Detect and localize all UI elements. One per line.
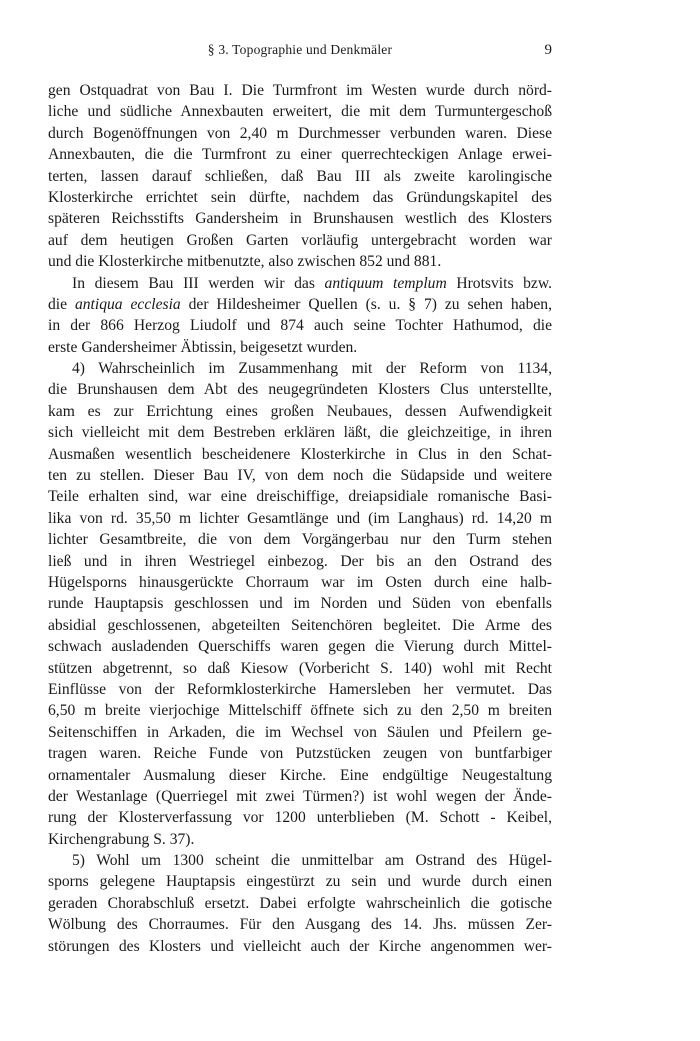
text-line: terten, lassen darauf schließen, daß Bau III als zweite karolingische	[48, 167, 552, 185]
text-line: Hügelsporns hinausgerückte Chorraum war im Osten durch eine halb-	[48, 573, 552, 591]
text-line: kam es zur Errichtung eines großen Neubaues, dessen Aufwendigkeit	[48, 402, 552, 420]
text-line: Wölbung des Chorraumes. Für den Ausgang des 14. Jhs. müssen Zer-	[48, 916, 552, 934]
italic-term: antiqua ecclesia	[74, 295, 181, 313]
text-line: sporns gelegene Hauptapsis eingestürzt zu sein und wurde durch einen	[48, 873, 552, 891]
text-line: lichter Gesamtbreite, die von dem Vorgängerbau nur den Turm stehen	[48, 531, 552, 549]
text-line: späteren Reichsstifts Gandersheim in Brunshausen westlich des Klosters	[48, 210, 552, 228]
text-line: 6,50 m breite vierjochige Mittelschiff öffnete sich zu den 2,50 m breiten	[48, 702, 552, 720]
text-line: in der 866 Herzog Liudolf und 874 auch seine Tochter Hathumod, die	[48, 317, 552, 335]
text-line: erste Gandersheimer Äbtissin, beigesetzt wurden.	[48, 338, 358, 356]
text-line: liche und südliche Annexbauten erweitert, die mit dem Turmuntergeschoß	[48, 103, 552, 121]
text-line: Annexbauten, die die Turmfront zu einer querrechteckigen Anlage erwei-	[48, 146, 552, 164]
text-line: Ausmaßen wesentlich bescheidenere Klosterkirche in Clus in den Schat-	[48, 445, 552, 463]
text-line: durch Bogenöffnungen von 2,40 m Durchmesser verbunden waren. Diese	[48, 124, 552, 142]
text-line: ließ und in ihren Westriegel einbezog. Der bis an den Ostrand des	[48, 552, 552, 570]
text-line: Kirchengrabung S. 37).	[48, 830, 195, 848]
text-line: Klosterkirche errichtet sein dürfte, nachdem das Gründungskapitel des	[48, 188, 552, 206]
text-line: Einflüsse von der Reformklosterkirche Hamersleben her vermutet. Das	[48, 680, 552, 698]
text-line: absidial geschlossenen, abgeteilten Seitenchören begleitet. Die Arme des	[48, 616, 552, 634]
text-segment: der Hildesheimer Quellen (s. u. § 7) zu sehen haben,	[180, 295, 552, 313]
page-number: 9	[544, 42, 552, 58]
text-segment: Hrotsvits bzw.	[446, 274, 552, 292]
text-line: die Brunshausen dem Abt des neugegründeten Klosters Clus unterstellte,	[48, 381, 552, 399]
text-line: Seitenschiffen in Arkaden, die im Wechsel von Säulen und Pfeilern ge-	[48, 723, 552, 741]
text-line: ten zu stellen. Dieser Bau IV, von dem noch die Südapside und weitere	[48, 467, 552, 485]
text-segment: In diesem Bau III werden wir das	[72, 274, 325, 292]
text-line: tragen waren. Reiche Funde von Putzstücken zeugen von buntfarbiger	[48, 745, 552, 763]
text-line: der Westanlage (Querriegel mit zwei Türmen?) ist wohl wegen der Ände-	[48, 787, 552, 805]
text-line: rung der Klosterverfassung vor 1200 unterblieben (M. Schott - Keibel,	[48, 809, 552, 827]
text-line: lika von rd. 35,50 m lichter Gesamtlänge und (im Langhaus) rd. 14,20 m	[48, 509, 552, 527]
text-segment: die	[48, 295, 75, 313]
text-line: störungen des Klosters und vielleicht auch der Kirche angenommen wer-	[48, 937, 552, 955]
text-line: sich vielleicht mit dem Bestreben erklären läßt, die gleichzeitige, in ihren	[48, 424, 552, 442]
text-line: 4) Wahrscheinlich im Zusammenhang mit der Reform von 1134,	[72, 360, 552, 378]
text-line	[48, 294, 552, 315]
italic-term: antiquum templum	[324, 274, 447, 292]
text-line: runde Hauptapsis geschlossen und im Norden und Süden von ebenfalls	[48, 595, 552, 613]
text-line: gen Ostquadrat von Bau I. Die Turmfront im Westen wurde durch nörd-	[48, 82, 552, 99]
text-line: stützen abgetrennt, so daß Kiesow (Vorbericht S. 140) wohl mit Recht	[48, 659, 552, 677]
text-line: 5) Wohl um 1300 scheint die unmittelbar am Ostrand des Hügel-	[72, 852, 552, 870]
page-header	[48, 42, 552, 62]
running-head: § 3. Topographie und Denkmäler	[207, 42, 393, 57]
text-line: schwach ausladenden Querschiffs waren gegen die Vierung durch Mittel-	[48, 638, 552, 656]
text-line: auf dem heutigen Großen Garten vorläufig untergebracht worden war	[48, 231, 552, 249]
text-line: Teile erhalten sind, war eine dreischiffige, dreiapsidiale romanische Basi-	[48, 488, 552, 506]
text-line: ornamentaler Ausmalung dieser Kirche. Eine endgültige Neugestaltung	[48, 766, 552, 784]
text-line	[48, 273, 552, 294]
text-line: geraden Chorabschluß ersetzt. Dabei erfolgte wahrscheinlich die gotische	[48, 894, 552, 912]
page-body	[48, 80, 552, 957]
text-line: und die Klosterkirche mitbenutzte, also zwischen 852 und 881.	[48, 253, 442, 271]
